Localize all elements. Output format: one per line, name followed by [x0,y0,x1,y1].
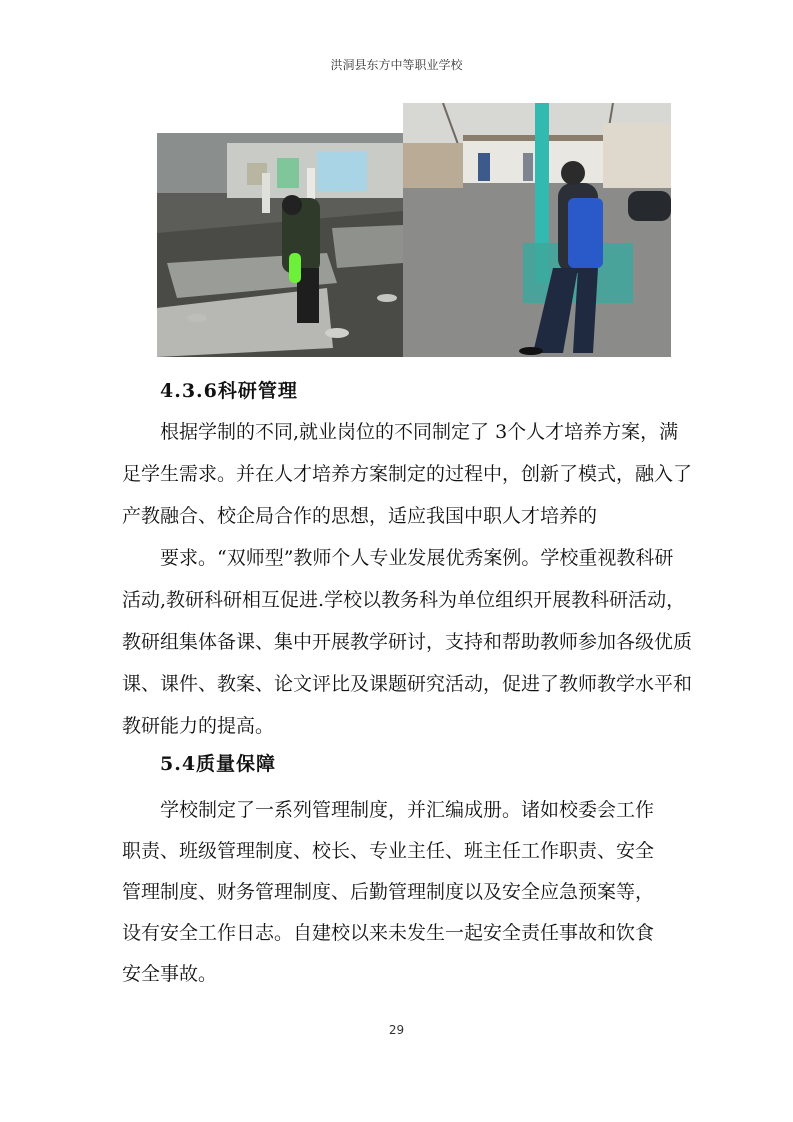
section-heading-4-3-6: 4.3.6科研管理 [160,380,298,402]
paragraph-line: 课、课件、教案、论文评比及课题研究活动，促进了教师教学水平和 [122,673,693,695]
paragraph-line: 根据学制的不同,就业岗位的不同制定了 3个人才培养方案，满 [160,421,679,443]
canteen-disinfection-photo [157,133,403,357]
paragraph-line: 教研组集体备课、集中开展教学研讨，支持和帮助教师参加各级优质 [122,631,693,653]
paragraph-line: 要求。“双师型”教师个人专业发展优秀案例。学校重视教科研 [160,547,674,569]
paragraph-line: 职责、班级管理制度、校长、专业主任、班主任工作职责、安全 [122,840,655,862]
page-header: 洪洞县东方中等职业学校 [330,58,463,72]
paragraph-line: 安全事故。 [122,963,218,985]
yard-disinfection-photo [403,103,671,357]
paragraph-line: 活动,教研科研相互促进.学校以教务科为单位组织开展教科研活动， [122,589,686,611]
paragraph-line: 产教融合、校企局合作的思想，适应我国中职人才培养的 [122,505,598,527]
paragraph-line: 设有安全工作日志。自建校以来未发生一起安全责任事故和饮食 [122,922,655,944]
section-heading-5-4: 5.4质量保障 [160,753,277,775]
paragraph-line: 管理制度、财务管理制度、后勤管理制度以及安全应急预案等， [122,881,655,903]
paragraph-line: 足学生需求。并在人才培养方案制定的过程中，创新了模式，融入了 [122,463,693,485]
paragraph-line: 学校制定了一系列管理制度，并汇编成册。诸如校委会工作 [160,799,655,821]
page-number: 29 [388,1023,405,1037]
paragraph-line: 教研能力的提高。 [122,715,275,737]
